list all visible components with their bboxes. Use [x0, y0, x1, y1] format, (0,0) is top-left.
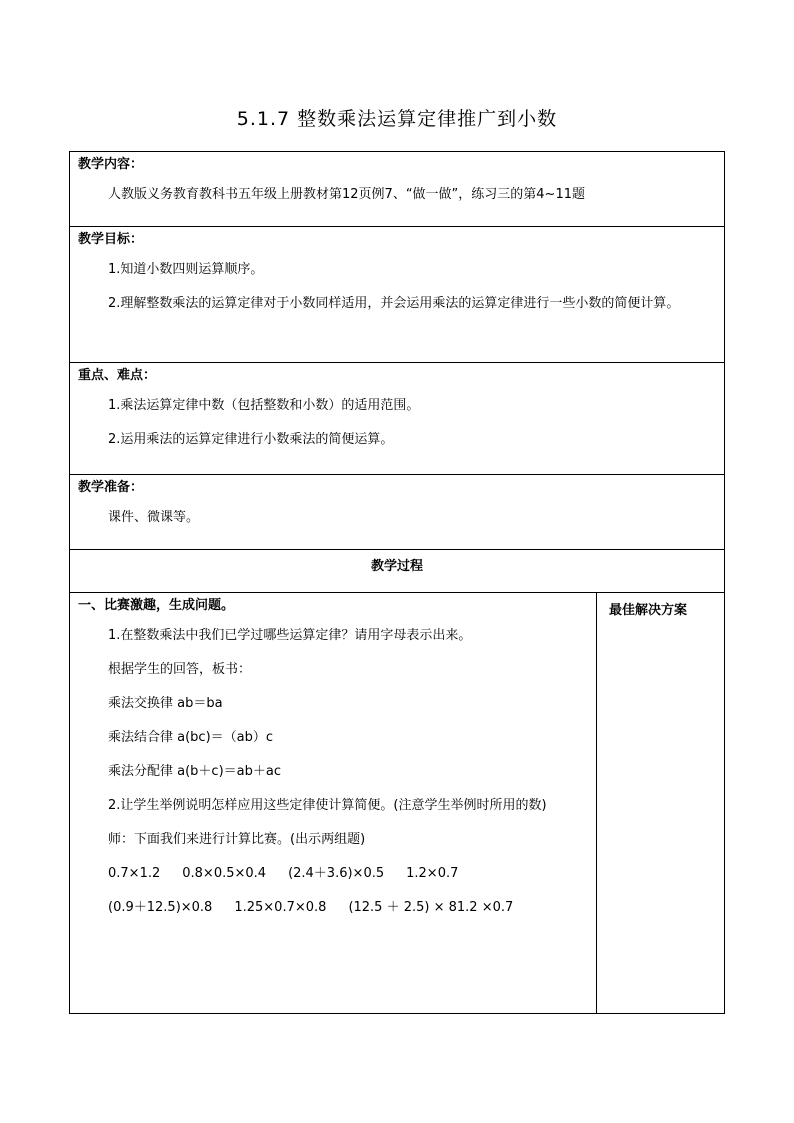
preparation-row — [70, 475, 725, 550]
page-title: 5.1.7 整数乘法运算定律推广到小数 — [236, 108, 558, 130]
key-point-item: 2.运用乘法的运算定律进行小数乘法的简便运算。 — [108, 432, 394, 447]
exercise-item: (2.4＋3.6)×0.5 — [288, 866, 385, 881]
best-solution-heading: 最佳解决方案 — [609, 603, 688, 618]
process-body-row — [70, 593, 725, 1014]
goal-item: 1.知道小数四则运算顺序。 — [108, 262, 264, 277]
goals-heading: 教学目标： — [78, 232, 144, 247]
preparation-text: 课件、微课等。 — [108, 510, 200, 525]
process-line: 乘法结合律 a(bc)＝（ab）c — [108, 730, 274, 745]
content-heading: 教学内容： — [78, 157, 144, 172]
process-heading: 教学过程 — [370, 559, 423, 574]
process-line: 2.让学生举例说明怎样应用这些定律使计算简便。(注意学生举例时所用的数) — [108, 798, 547, 813]
process-header-row — [70, 550, 725, 593]
process-line: 根据学生的回答，板书： — [108, 662, 252, 677]
content-row — [70, 152, 725, 227]
exercise-item: (0.9＋12.5)×0.8 — [108, 900, 213, 915]
process-line: 1.在整数乘法中我们已学过哪些运算定律？请用字母表示出来。 — [108, 628, 472, 643]
exercise-item: (12.5 ＋ 2.5) × 81.2 ×0.7 — [348, 900, 514, 915]
exercise-item: 0.8×0.5×0.4 — [182, 866, 267, 881]
process-line: 乘法交换律 ab＝ba — [108, 696, 223, 711]
goals-row — [70, 227, 725, 363]
exercise-item: 0.7×1.2 — [108, 866, 161, 881]
exercise-item: 1.2×0.7 — [406, 866, 459, 881]
key-points-row — [70, 363, 725, 475]
process-line: 乘法分配律 a(b＋c)＝ab＋ac — [108, 764, 281, 779]
goal-item: 2.理解整数乘法的运算定律对于小数同样适用，并会运用乘法的运算定律进行一些小数的简便计算。 — [108, 296, 680, 311]
key-point-item: 1.乘法运算定律中数（包括整数和小数）的适用范围。 — [108, 398, 420, 413]
lesson-plan-table — [69, 151, 725, 1014]
process-section-title: 一、比赛激趣，生成问题。 — [78, 598, 235, 613]
preparation-heading: 教学准备： — [78, 480, 144, 495]
key-points-heading: 重点、难点： — [78, 368, 157, 383]
exercise-row-1 — [78, 863, 588, 885]
exercise-item: 1.25×0.7×0.8 — [234, 900, 327, 915]
content-text: 人教版义务教育教科书五年级上册教材第12页例7、“做一做”，练习三的第4~11题 — [108, 187, 585, 202]
exercise-row-2 — [78, 897, 588, 919]
process-line: 师：下面我们来进行计算比赛。(出示两组题) — [108, 832, 366, 847]
